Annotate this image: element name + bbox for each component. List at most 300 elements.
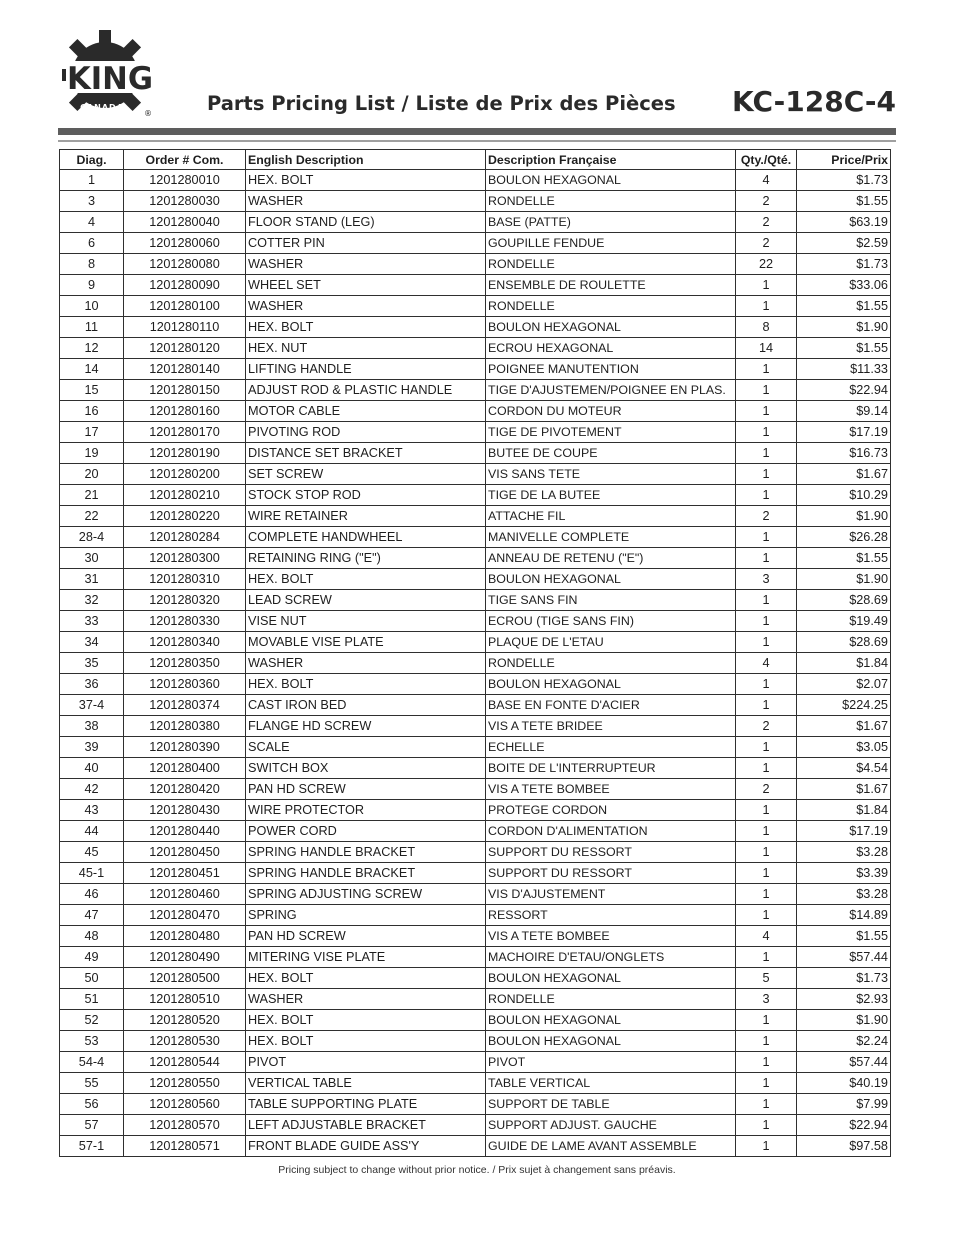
cell-quantity: 2 — [736, 716, 797, 737]
cell-quantity: 1 — [736, 947, 797, 968]
cell-quantity: 3 — [736, 569, 797, 590]
cell-english-description: WASHER — [246, 296, 486, 317]
cell-quantity: 1 — [736, 737, 797, 758]
cell-order-number: 1201280340 — [124, 632, 246, 653]
cell-order-number: 1201280090 — [124, 275, 246, 296]
cell-quantity: 14 — [736, 338, 797, 359]
cell-order-number: 1201280040 — [124, 212, 246, 233]
cell-diag: 12 — [60, 338, 124, 359]
table-row — [60, 926, 891, 947]
cell-french-description: SUPPORT DE TABLE — [486, 1094, 736, 1115]
cell-english-description: LEAD SCREW — [246, 590, 486, 611]
table-row — [60, 947, 891, 968]
cell-quantity: 2 — [736, 506, 797, 527]
cell-price: $33.06 — [797, 275, 891, 296]
cell-english-description: COMPLETE HANDWHEEL — [246, 527, 486, 548]
cell-english-description: SPRING HANDLE BRACKET — [246, 842, 486, 863]
cell-quantity: 1 — [736, 695, 797, 716]
cell-french-description: BOULON HEXAGONAL — [486, 1031, 736, 1052]
cell-english-description: PAN HD SCREW — [246, 779, 486, 800]
cell-french-description: PIVOT — [486, 1052, 736, 1073]
cell-french-description: TIGE SANS FIN — [486, 590, 736, 611]
cell-diag: 40 — [60, 758, 124, 779]
cell-price: $2.24 — [797, 1031, 891, 1052]
page-title: Parts Pricing List / Liste de Prix des Pièces — [207, 92, 676, 115]
cell-price: $1.67 — [797, 779, 891, 800]
cell-french-description: BASE (PATTE) — [486, 212, 736, 233]
cell-english-description: CAST IRON BED — [246, 695, 486, 716]
cell-quantity: 1 — [736, 1010, 797, 1031]
table-row — [60, 611, 891, 632]
cell-price: $97.58 — [797, 1136, 891, 1157]
cell-french-description: RONDELLE — [486, 254, 736, 275]
cell-diag: 17 — [60, 422, 124, 443]
cell-diag: 37-4 — [60, 695, 124, 716]
cell-french-description: BOITE DE L'INTERRUPTEUR — [486, 758, 736, 779]
table-row — [60, 170, 891, 191]
cell-diag: 52 — [60, 1010, 124, 1031]
cell-price: $1.90 — [797, 317, 891, 338]
cell-quantity: 1 — [736, 527, 797, 548]
table-row — [60, 464, 891, 485]
table-row — [60, 1052, 891, 1073]
cell-quantity: 1 — [736, 1052, 797, 1073]
cell-french-description: BOULON HEXAGONAL — [486, 317, 736, 338]
cell-order-number: 1201280010 — [124, 170, 246, 191]
cell-diag: 53 — [60, 1031, 124, 1052]
cell-order-number: 1201280400 — [124, 758, 246, 779]
cell-price: $57.44 — [797, 1052, 891, 1073]
cell-french-description: ENSEMBLE DE ROULETTE — [486, 275, 736, 296]
cell-english-description: HEX. BOLT — [246, 674, 486, 695]
cell-price: $4.54 — [797, 758, 891, 779]
cell-quantity: 1 — [736, 884, 797, 905]
cell-quantity: 2 — [736, 233, 797, 254]
cell-price: $1.73 — [797, 968, 891, 989]
cell-english-description: MOVABLE VISE PLATE — [246, 632, 486, 653]
cell-price: $1.84 — [797, 653, 891, 674]
cell-french-description: SUPPORT DU RESSORT — [486, 842, 736, 863]
cell-quantity: 1 — [736, 1073, 797, 1094]
cell-french-description: ECROU HEXAGONAL — [486, 338, 736, 359]
brand-name: KING — [67, 61, 153, 97]
cell-quantity: 1 — [736, 1136, 797, 1157]
cell-price: $16.73 — [797, 443, 891, 464]
cell-quantity: 5 — [736, 968, 797, 989]
cell-diag: 31 — [60, 569, 124, 590]
table-row — [60, 212, 891, 233]
table-row — [60, 569, 891, 590]
cell-price: $1.73 — [797, 170, 891, 191]
table-row — [60, 1136, 891, 1157]
cell-diag: 32 — [60, 590, 124, 611]
cell-order-number: 1201280430 — [124, 800, 246, 821]
cell-english-description: DISTANCE SET BRACKET — [246, 443, 486, 464]
cell-price: $1.55 — [797, 191, 891, 212]
cell-quantity: 1 — [736, 674, 797, 695]
cell-price: $19.49 — [797, 611, 891, 632]
cell-order-number: 1201280360 — [124, 674, 246, 695]
cell-order-number: 1201280100 — [124, 296, 246, 317]
cell-price: $1.55 — [797, 338, 891, 359]
cell-diag: 42 — [60, 779, 124, 800]
cell-french-description: POIGNEE MANUTENTION — [486, 359, 736, 380]
cell-diag: 11 — [60, 317, 124, 338]
cell-order-number: 1201280500 — [124, 968, 246, 989]
table-row — [60, 359, 891, 380]
table-row — [60, 548, 891, 569]
cell-order-number: 1201280220 — [124, 506, 246, 527]
cell-order-number: 1201280300 — [124, 548, 246, 569]
cell-diag: 6 — [60, 233, 124, 254]
cell-english-description: TABLE SUPPORTING PLATE — [246, 1094, 486, 1115]
cell-diag: 19 — [60, 443, 124, 464]
cell-diag: 20 — [60, 464, 124, 485]
table-row — [60, 758, 891, 779]
cell-french-description: BOULON HEXAGONAL — [486, 170, 736, 191]
cell-french-description: VIS A TETE BOMBEE — [486, 779, 736, 800]
cell-english-description: FLOOR STAND (LEG) — [246, 212, 486, 233]
cell-quantity: 2 — [736, 212, 797, 233]
cell-order-number: 1201280520 — [124, 1010, 246, 1031]
cell-english-description: SCALE — [246, 737, 486, 758]
pricing-disclaimer: Pricing subject to change without prior notice. / Prix sujet à changement sans préavis. — [278, 1164, 676, 1176]
cell-quantity: 1 — [736, 611, 797, 632]
cell-price: $1.55 — [797, 926, 891, 947]
table-row — [60, 443, 891, 464]
cell-french-description: RONDELLE — [486, 989, 736, 1010]
cell-diag: 36 — [60, 674, 124, 695]
cell-quantity: 1 — [736, 905, 797, 926]
cell-french-description: RONDELLE — [486, 191, 736, 212]
cell-order-number: 1201280570 — [124, 1115, 246, 1136]
cell-quantity: 1 — [736, 464, 797, 485]
cell-order-number: 1201280510 — [124, 989, 246, 1010]
header-rule-thin — [58, 140, 896, 142]
cell-english-description: MOTOR CABLE — [246, 401, 486, 422]
cell-price: $57.44 — [797, 947, 891, 968]
cell-order-number: 1201280320 — [124, 590, 246, 611]
cell-order-number: 1201280530 — [124, 1031, 246, 1052]
cell-price: $1.90 — [797, 569, 891, 590]
cell-price: $2.59 — [797, 233, 891, 254]
cell-quantity: 22 — [736, 254, 797, 275]
cell-order-number: 1201280170 — [124, 422, 246, 443]
cell-order-number: 1201280460 — [124, 884, 246, 905]
cell-diag: 57-1 — [60, 1136, 124, 1157]
cell-price: $3.28 — [797, 884, 891, 905]
cell-price: $3.39 — [797, 863, 891, 884]
cell-order-number: 1201280451 — [124, 863, 246, 884]
cell-price: $10.29 — [797, 485, 891, 506]
brand-sub: CANADA — [80, 103, 124, 112]
cell-price: $3.05 — [797, 737, 891, 758]
cell-order-number: 1201280030 — [124, 191, 246, 212]
cell-french-description: BUTEE DE COUPE — [486, 443, 736, 464]
cell-quantity: 1 — [736, 632, 797, 653]
cell-quantity: 8 — [736, 317, 797, 338]
cell-order-number: 1201280450 — [124, 842, 246, 863]
cell-french-description: PLAQUE DE L'ETAU — [486, 632, 736, 653]
cell-quantity: 1 — [736, 485, 797, 506]
cell-french-description: CORDON DU MOTEUR — [486, 401, 736, 422]
cell-price: $2.93 — [797, 989, 891, 1010]
cell-diag: 14 — [60, 359, 124, 380]
cell-price: $1.55 — [797, 296, 891, 317]
cell-price: $1.84 — [797, 800, 891, 821]
cell-diag: 22 — [60, 506, 124, 527]
cell-quantity: 1 — [736, 800, 797, 821]
cell-french-description: VIS A TETE BOMBEE — [486, 926, 736, 947]
cell-price: $11.33 — [797, 359, 891, 380]
cell-english-description: VERTICAL TABLE — [246, 1073, 486, 1094]
table-row — [60, 1094, 891, 1115]
cell-english-description: COTTER PIN — [246, 233, 486, 254]
header-rule — [58, 128, 896, 135]
registered-mark: ® — [144, 109, 152, 118]
cell-order-number: 1201280080 — [124, 254, 246, 275]
table-row — [60, 1010, 891, 1031]
cell-price: $9.14 — [797, 401, 891, 422]
cell-order-number: 1201280060 — [124, 233, 246, 254]
cell-diag: 44 — [60, 821, 124, 842]
cell-french-description: ANNEAU DE RETENU ("E") — [486, 548, 736, 569]
cell-quantity: 1 — [736, 842, 797, 863]
cell-order-number: 1201280150 — [124, 380, 246, 401]
cell-diag: 47 — [60, 905, 124, 926]
table-row — [60, 233, 891, 254]
cell-price: $1.73 — [797, 254, 891, 275]
cell-french-description: TABLE VERTICAL — [486, 1073, 736, 1094]
table-row — [60, 401, 891, 422]
king-canada-logo — [62, 28, 158, 124]
cell-french-description: RONDELLE — [486, 296, 736, 317]
cell-english-description: ADJUST ROD & PLASTIC HANDLE — [246, 380, 486, 401]
cell-diag: 9 — [60, 275, 124, 296]
cell-order-number: 1201280110 — [124, 317, 246, 338]
cell-diag: 4 — [60, 212, 124, 233]
cell-english-description: HEX. BOLT — [246, 170, 486, 191]
cell-quantity: 1 — [736, 548, 797, 569]
cell-english-description: FLANGE HD SCREW — [246, 716, 486, 737]
cell-french-description: BOULON HEXAGONAL — [486, 674, 736, 695]
cell-quantity: 1 — [736, 422, 797, 443]
cell-diag: 8 — [60, 254, 124, 275]
cell-order-number: 1201280310 — [124, 569, 246, 590]
cell-diag: 3 — [60, 191, 124, 212]
cell-diag: 49 — [60, 947, 124, 968]
cell-diag: 28-4 — [60, 527, 124, 548]
cell-price: $3.28 — [797, 842, 891, 863]
cell-price: $1.67 — [797, 716, 891, 737]
col-french-header: Description Française — [486, 150, 736, 170]
cell-order-number: 1201280571 — [124, 1136, 246, 1157]
cell-english-description: WASHER — [246, 653, 486, 674]
cell-french-description: VIS SANS TETE — [486, 464, 736, 485]
cell-english-description: SET SCREW — [246, 464, 486, 485]
table-row — [60, 905, 891, 926]
cell-quantity: 4 — [736, 653, 797, 674]
col-diag-header: Diag. — [60, 150, 124, 170]
cell-diag: 10 — [60, 296, 124, 317]
cell-order-number: 1201280420 — [124, 779, 246, 800]
table-row — [60, 737, 891, 758]
cell-french-description: SUPPORT ADJUST. GAUCHE — [486, 1115, 736, 1136]
cell-price: $22.94 — [797, 1115, 891, 1136]
cell-quantity: 1 — [736, 296, 797, 317]
cell-english-description: SWITCH BOX — [246, 758, 486, 779]
cell-french-description: TIGE DE LA BUTEE — [486, 485, 736, 506]
cell-order-number: 1201280120 — [124, 338, 246, 359]
cell-english-description: WIRE RETAINER — [246, 506, 486, 527]
col-qty-header: Qty./Qté. — [736, 150, 797, 170]
cell-price: $28.69 — [797, 590, 891, 611]
cell-french-description: RONDELLE — [486, 653, 736, 674]
cell-french-description: VIS D'AJUSTEMENT — [486, 884, 736, 905]
cell-diag: 43 — [60, 800, 124, 821]
col-order-header: Order # Com. — [124, 150, 246, 170]
cell-diag: 34 — [60, 632, 124, 653]
model-number: KC-128C-4 — [732, 85, 896, 118]
cell-english-description: PIVOTING ROD — [246, 422, 486, 443]
cell-order-number: 1201280480 — [124, 926, 246, 947]
cell-price: $7.99 — [797, 1094, 891, 1115]
cell-diag: 39 — [60, 737, 124, 758]
table-header-row — [60, 150, 891, 170]
cell-french-description: ATTACHE FIL — [486, 506, 736, 527]
cell-french-description: RESSORT — [486, 905, 736, 926]
cell-english-description: HEX. BOLT — [246, 968, 486, 989]
cell-diag: 38 — [60, 716, 124, 737]
table-row — [60, 1073, 891, 1094]
table-row — [60, 380, 891, 401]
cell-quantity: 1 — [736, 1094, 797, 1115]
cell-quantity: 1 — [736, 1031, 797, 1052]
cell-diag: 16 — [60, 401, 124, 422]
cell-order-number: 1201280140 — [124, 359, 246, 380]
cell-english-description: PAN HD SCREW — [246, 926, 486, 947]
cell-quantity: 1 — [736, 1115, 797, 1136]
cell-order-number: 1201280440 — [124, 821, 246, 842]
cell-english-description: RETAINING RING ("E") — [246, 548, 486, 569]
table-row — [60, 800, 891, 821]
cell-french-description: TIGE DE PIVOTEMENT — [486, 422, 736, 443]
cell-order-number: 1201280284 — [124, 527, 246, 548]
cell-price: $28.69 — [797, 632, 891, 653]
cell-order-number: 1201280550 — [124, 1073, 246, 1094]
table-row — [60, 779, 891, 800]
cell-price: $1.67 — [797, 464, 891, 485]
cell-price: $22.94 — [797, 380, 891, 401]
cell-english-description: HEX. BOLT — [246, 317, 486, 338]
table-row — [60, 191, 891, 212]
cell-french-description: GUIDE DE LAME AVANT ASSEMBLE — [486, 1136, 736, 1157]
table-row — [60, 485, 891, 506]
cell-quantity: 1 — [736, 380, 797, 401]
cell-diag: 45 — [60, 842, 124, 863]
table-row — [60, 275, 891, 296]
cell-diag: 45-1 — [60, 863, 124, 884]
cell-diag: 48 — [60, 926, 124, 947]
cell-order-number: 1201280390 — [124, 737, 246, 758]
table-row — [60, 716, 891, 737]
cell-english-description: SPRING — [246, 905, 486, 926]
cell-order-number: 1201280200 — [124, 464, 246, 485]
table-row — [60, 821, 891, 842]
table-row — [60, 674, 891, 695]
cell-english-description: FRONT BLADE GUIDE ASS'Y — [246, 1136, 486, 1157]
cell-quantity: 4 — [736, 926, 797, 947]
cell-quantity: 1 — [736, 401, 797, 422]
cell-diag: 15 — [60, 380, 124, 401]
cell-english-description: WASHER — [246, 191, 486, 212]
cell-order-number: 1201280160 — [124, 401, 246, 422]
cell-price: $26.28 — [797, 527, 891, 548]
cell-english-description: HEX. BOLT — [246, 1010, 486, 1031]
cell-order-number: 1201280190 — [124, 443, 246, 464]
cell-english-description: SPRING HANDLE BRACKET — [246, 863, 486, 884]
cell-diag: 50 — [60, 968, 124, 989]
cell-quantity: 1 — [736, 443, 797, 464]
col-english-header: English Description — [246, 150, 486, 170]
cell-french-description: BOULON HEXAGONAL — [486, 1010, 736, 1031]
cell-english-description: HEX. NUT — [246, 338, 486, 359]
cell-diag: 56 — [60, 1094, 124, 1115]
cell-english-description: HEX. BOLT — [246, 1031, 486, 1052]
cell-price: $1.90 — [797, 506, 891, 527]
cell-price: $1.55 — [797, 548, 891, 569]
cell-quantity: 1 — [736, 821, 797, 842]
cell-order-number: 1201280380 — [124, 716, 246, 737]
cell-french-description: TIGE D'AJUSTEMEN/POIGNEE EN PLAS. — [486, 380, 736, 401]
cell-price: $224.25 — [797, 695, 891, 716]
table-row — [60, 632, 891, 653]
cell-french-description: GOUPILLE FENDUE — [486, 233, 736, 254]
cell-french-description: BOULON HEXAGONAL — [486, 569, 736, 590]
table-row — [60, 968, 891, 989]
cell-english-description: WASHER — [246, 989, 486, 1010]
cell-french-description: BASE EN FONTE D'ACIER — [486, 695, 736, 716]
cell-order-number: 1201280330 — [124, 611, 246, 632]
cell-english-description: POWER CORD — [246, 821, 486, 842]
cell-diag: 51 — [60, 989, 124, 1010]
table-row — [60, 296, 891, 317]
cell-quantity: 1 — [736, 359, 797, 380]
cell-price: $14.89 — [797, 905, 891, 926]
cell-price: $17.19 — [797, 821, 891, 842]
cell-quantity: 3 — [736, 989, 797, 1010]
cell-french-description: ECHELLE — [486, 737, 736, 758]
cell-english-description: MITERING VISE PLATE — [246, 947, 486, 968]
cell-french-description: VIS A TETE BRIDEE — [486, 716, 736, 737]
cell-order-number: 1201280470 — [124, 905, 246, 926]
cell-french-description: ECROU (TIGE SANS FIN) — [486, 611, 736, 632]
cell-order-number: 1201280490 — [124, 947, 246, 968]
cell-diag: 57 — [60, 1115, 124, 1136]
table-row — [60, 590, 891, 611]
table-row — [60, 338, 891, 359]
cell-english-description: WHEEL SET — [246, 275, 486, 296]
col-price-header: Price/Prix — [797, 150, 891, 170]
cell-diag: 55 — [60, 1073, 124, 1094]
cell-diag: 46 — [60, 884, 124, 905]
table-row — [60, 989, 891, 1010]
cell-price: $1.90 — [797, 1010, 891, 1031]
cell-english-description: PIVOT — [246, 1052, 486, 1073]
cell-price: $17.19 — [797, 422, 891, 443]
table-row — [60, 863, 891, 884]
cell-quantity: 1 — [736, 275, 797, 296]
